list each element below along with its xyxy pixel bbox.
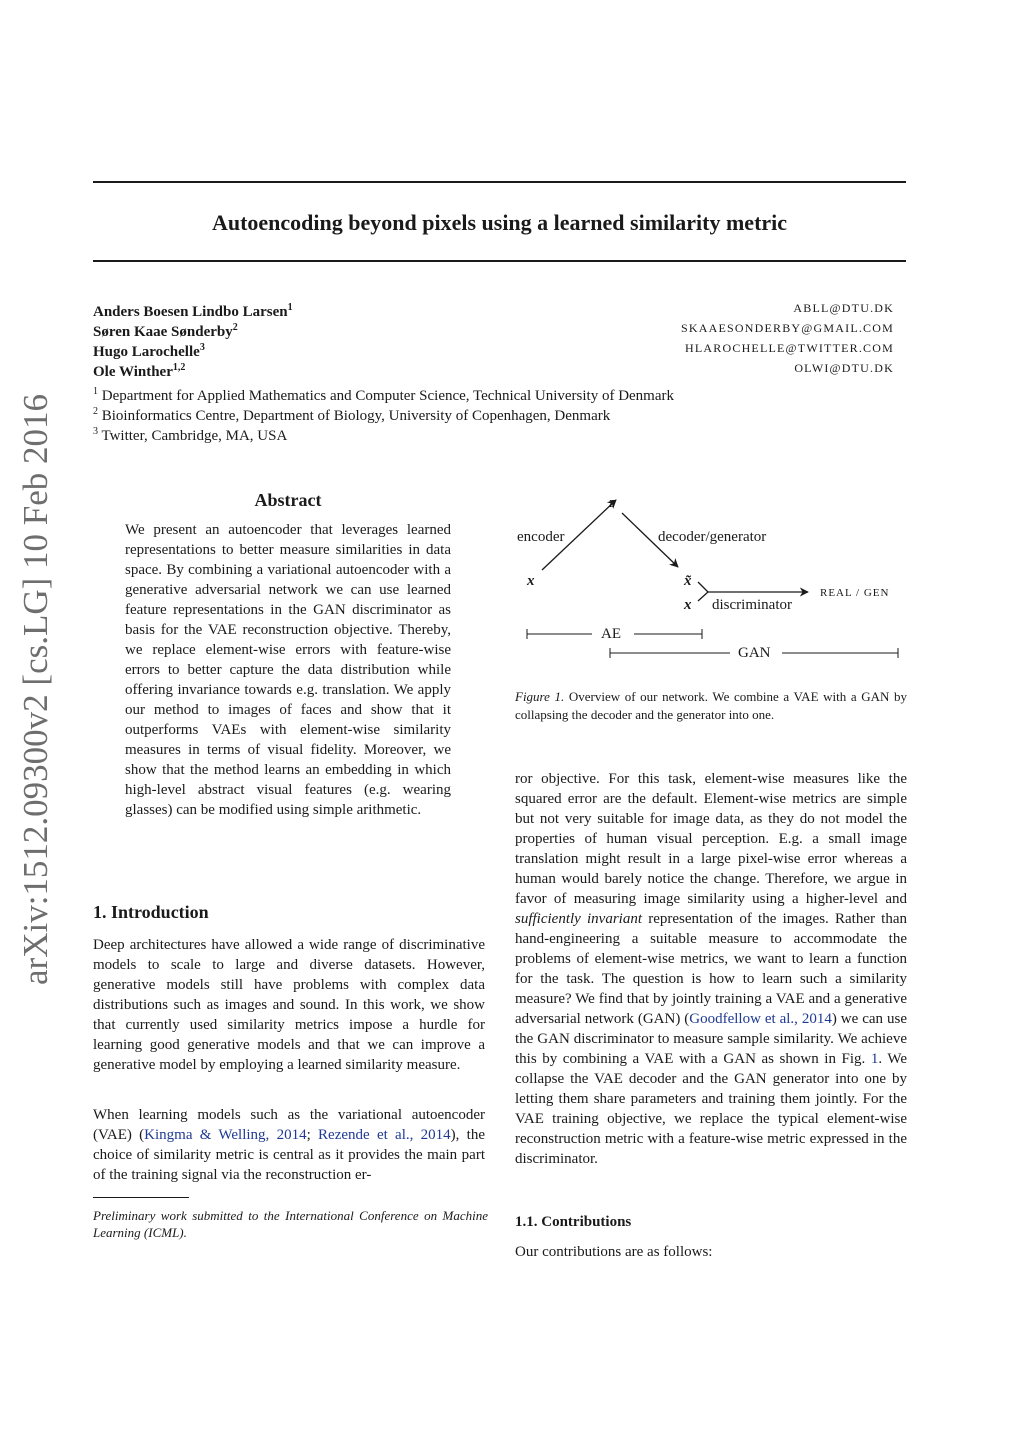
introduction-heading: 1. Introduction (93, 902, 209, 922)
paper-title: Autoencoding beyond pixels using a learned similarity metric (211, 210, 788, 235)
citation-kingma-welling[interactable]: Kingma & Welling, 2014 (144, 1127, 307, 1143)
footnote-rule (93, 1197, 189, 1198)
decoder-generator-label: decoder/generator (658, 529, 767, 545)
input-x-label: x (527, 573, 535, 589)
abstract-heading: Abstract (254, 490, 322, 510)
figure-1-caption: Figure 1. Overview of our network. We combine a VAE with a GAN by collapsing the decoder and the generator into one. (515, 689, 907, 722)
arxiv-stamp: arXiv:1512.09300v2 [cs.LG] 10 Feb 2016 (16, 393, 55, 985)
author-4-email: OLWI@DTU.DK (794, 361, 894, 375)
author-2: Søren Kaae Sønderby$^2$ (93, 322, 238, 340)
real-gen-output-label: REAL / GEN (820, 587, 890, 599)
latent-z-label: z (609, 495, 615, 511)
author-2-email: SKAAESONDERBY@GMAIL.COM (681, 321, 894, 335)
abstract-text: We present an autoencoder that leverages learned representations to better measure similarities in data space. By combining a variational autoencoder with a generative adversarial network we can use learned feature representations in the GAN discriminator as basis for the VAE reconstruction objective. Thereby, we replace element-wise errors with feature-wise errors to better capture the data distribution while offering invariance towards e.g. translation. We apply our method to images of faces and show that it outperforms VAEs with element-wise similarity measures in terms of visual fidelity. Moreover, we show that the method learns an embedding in which high-level abstract visual features (e.g. wearing glasses) can be modified using simple arithmetic. (125, 522, 451, 818)
title-rule-bottom (93, 260, 906, 262)
intro-paragraph-1: Deep architectures have allowed a wide range of discriminative models to scale to large and diverse datasets. However, generative models still have problems with complex data distributions such as images and sound. In this work, we show that currently used similarity metrics impose a hurdle for learning good generative models and that we can improve a generative model by employing a learned similarity measure. (93, 937, 485, 1073)
title-rule-top (93, 181, 906, 183)
discriminator-join (698, 582, 708, 601)
contributions-intro: Our contributions are as follows: (515, 1244, 713, 1260)
citation-goodfellow[interactable]: Goodfellow et al., 2014 (689, 1011, 832, 1027)
citation-rezende[interactable]: Rezende et al., 2014 (318, 1127, 451, 1143)
gan-bracket-label: GAN (738, 645, 771, 661)
affiliation-1: $^1$ Department for Applied Mathematics and Computer Science, Technical University of Denmark (93, 386, 674, 404)
author-1-email: ABLL@DTU.DK (793, 301, 894, 315)
figure-reference-link[interactable]: 1 (870, 1051, 879, 1067)
encoder-label: encoder (517, 529, 565, 545)
author-3-email: HLAROCHELLE@TWITTER.COM (685, 341, 894, 355)
affiliation-2: $^2$ Bioinformatics Centre, Department of Biology, University of Copenhagen, Denmark (93, 406, 611, 424)
intro-paragraph-2: When learning models such as the variational autoencoder (VAE) (Kingma & Welling, 2014; Rezende et al., 2014), the choice of similarity metric is central as it provides the main part of the training signal via the reconstruction er- (93, 1107, 485, 1183)
figure-1-network-diagram (505, 490, 915, 670)
contributions-heading: 1.1. Contributions (515, 1214, 632, 1230)
right-column-paragraph: ror objective. For this task, element-wise measures like the squared error are the default. Element-wise metrics are simple but not very suitable for image data, as they do not model the properties of human visual perception. E.g. a small image translation might result in a large pixel-wise error whereas a human would barely notice the change. Therefore, we argue in favor of measuring image similarity using a higher-level and sufficiently invariant representation of the images. Rather than hand-engineering a suitable measure to accommodate the problems of element-wise metrics, we want to learn a function for the task. The question is how to learn such a similarity measure? We find that by jointly training a VAE and a generative adversarial network (GAN) (Goodfellow et al., 2014) we can use the GAN discriminator to measure sample similarity. We achieve this by combining a VAE with a GAN as shown in Fig. 1. We collapse the VAE decoder and the GAN generator into one by letting them share parameters and training them jointly. For the VAE training objective, we replace the typical element-wise reconstruction metric with a feature-wise metric expressed in the discriminator. (515, 771, 908, 1167)
affiliation-3: $^3$ Twitter, Cambridge, MA, USA (93, 426, 288, 444)
author-3: Hugo Larochelle$^3$ (93, 342, 205, 360)
author-1: Anders Boesen Lindbo Larsen$^1$ (93, 302, 293, 320)
footnote: Preliminary work submitted to the International Conference on Machine Learning (ICML). (93, 1208, 488, 1240)
ae-bracket-label: AE (601, 626, 621, 642)
network-diagram-svg (505, 490, 915, 670)
real-x-label: x (684, 597, 692, 613)
discriminator-label: discriminator (712, 597, 792, 613)
author-4: Ole Winther$^{1,2}$ (93, 362, 186, 380)
reconstruction-x-tilde-label: x̃ (684, 573, 692, 589)
